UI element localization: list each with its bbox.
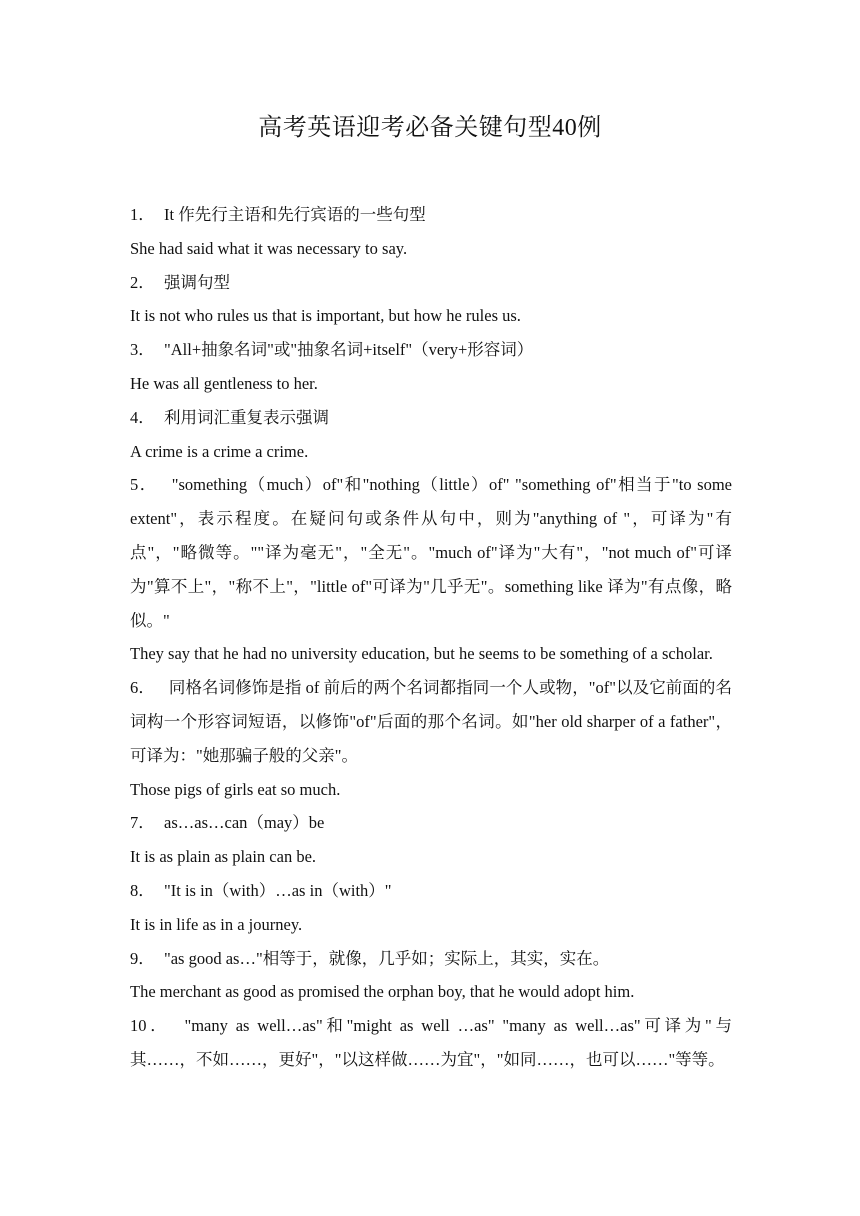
item-number: 8． [130,880,155,900]
item-heading [130,806,732,840]
item-heading-text: 同格名词修饰是指 of 前后的两个名词都指同一个人或物，"of"以及它前面的名词构一个形容词短语，以修饰"of"后面的那个名词。如"her old sharper of a father"，可译为："她那骗子般的父亲"。 [130,678,733,765]
item-heading [130,1009,732,1077]
item-example: The merchant as good as promised the orphan boy, that he would adopt him. [130,982,635,1002]
item-heading-text: "All+抽象名词"或"抽象名词+itself"（very+形容词） [164,340,534,360]
item-example: It is not who rules us that is important, but how he rules us. [130,306,521,326]
item-heading-text: "many as well…as"和"might as well …as" "many as well…as"可译为"与其……，不如……，更好"，"以这样做……为宜"，"如同……，也可以……"等等。 [130,1016,732,1069]
item-number: 10． [130,1016,171,1036]
item-example: He was all gentleness to her. [130,373,318,393]
item-example: They say that he had no university education, but he seems to be something of a scholar. [130,644,713,664]
item-heading-text: "as good as…"相等于，就像，几乎如；实际上，其实，实在。 [164,948,610,968]
item-heading-text: "It is in（with）…as in（with）" [164,880,392,900]
item-heading-text: 强调句型 [164,272,230,292]
item-heading [130,198,732,232]
document-title: 高考英语迎考必备关键句型40例 [258,115,602,141]
item-example: A crime is a crime a crime. [130,441,309,461]
item-heading [130,874,732,908]
item-heading [130,401,732,435]
item-example: Those pigs of girls eat so much. [130,779,341,799]
item-number: 6． [130,678,155,698]
item-number: 2． [130,272,155,292]
item-number: 4． [130,407,155,427]
item-heading-text: It 作先行主语和先行宾语的一些句型 [164,205,426,224]
item-number: 3． [130,340,155,360]
item-example: It is as plain as plain can be. [130,847,317,867]
item-example: She had said what it was necessary to say. [130,238,408,258]
item-number: 1． [130,205,155,224]
document-body [130,198,732,1077]
item-heading-text: as…as…can（may）be [164,813,325,833]
item-number: 5． [130,475,158,495]
item-heading-text: "something（much）of"和"nothing（little）of" "something of"相当于"to some extent"，表示程度。在疑问句或条件从句中，则为"anything of "，可译为"有点"，"略微等。""译为毫无"，"全无"。"much of"译为"大有"，"not much of"可译为"算不上"，"称不上"，"little of"可译为"几乎无"。something like 译为"有点像，略似。" [130,475,732,630]
item-heading [130,942,732,976]
item-heading-text: 利用词汇重复表示强调 [164,407,329,427]
item-heading [130,333,732,367]
item-number: 9． [130,948,155,968]
item-heading [130,671,732,772]
item-example: It is in life as in a journey. [130,914,303,934]
item-heading [130,266,732,300]
item-number: 7． [130,813,155,833]
item-heading [130,468,732,637]
